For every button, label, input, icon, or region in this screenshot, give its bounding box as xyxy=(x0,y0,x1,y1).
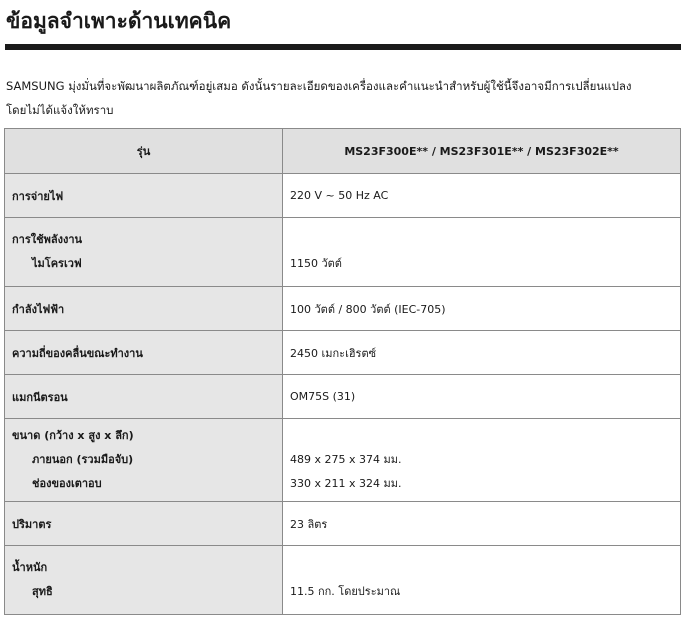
label-sub-net: สุทธิ xyxy=(32,585,53,598)
row-label-dimensions xyxy=(5,419,283,502)
row-label-power-consumption xyxy=(5,218,283,287)
label-sub-microwave: ไมโครเวฟ xyxy=(32,257,82,270)
row-label-magnetron: แมกนีตรอน xyxy=(5,375,283,419)
row-value-output-power: 100 วัตต์ / 800 วัตต์ (IEC-705) xyxy=(283,287,681,331)
table-row xyxy=(5,218,681,287)
table-row xyxy=(5,287,681,331)
row-value-frequency: 2450 เมกะเฮิรตซ์ xyxy=(283,331,681,375)
row-value-weight xyxy=(283,546,681,615)
row-value-magnetron: OM75S (31) xyxy=(283,375,681,419)
label-sub-outside: ภายนอก (รวมมือจับ) xyxy=(32,453,134,466)
table-row xyxy=(5,502,681,546)
spec-table xyxy=(4,128,681,615)
row-label-power-supply: การจ่ายไฟ xyxy=(5,174,283,218)
label-sub-cavity: ช่องของเตาอบ xyxy=(32,477,102,490)
row-label-frequency: ความถี่ของคลื่นขณะทำงาน xyxy=(5,331,283,375)
title-divider xyxy=(5,44,681,50)
row-value-power-consumption xyxy=(283,218,681,287)
label-main: น้ำหนัก xyxy=(12,561,48,574)
row-value-volume: 23 ลิตร xyxy=(283,502,681,546)
table-row xyxy=(5,546,681,615)
row-label-output-power: กำลังไฟฟ้า xyxy=(5,287,283,331)
intro-line-1: SAMSUNG มุ่งมั่นที่จะพัฒนาผลิตภัณฑ์อยู่เสมอ ดังนั้นรายละเอียดของเครื่องและคำแนะนำสำหรับผู้ใช้นี้จึงอาจมีการเปลี่ยนแปลง xyxy=(6,79,632,93)
value-microwave: 1150 วัตต์ xyxy=(290,257,342,270)
table-row xyxy=(5,331,681,375)
row-value-power-supply: 220 V ~ 50 Hz AC xyxy=(283,174,681,218)
page-title: ข้อมูลจำเพาะด้านเทคนิค xyxy=(6,9,232,33)
intro-line-2: โดยไม่ได้แจ้งให้ทราบ xyxy=(6,103,114,117)
row-value-dimensions xyxy=(283,419,681,502)
intro-paragraph xyxy=(6,74,676,122)
value-net: 11.5 กก. โดยประมาณ xyxy=(290,585,401,598)
table-row xyxy=(5,174,681,218)
table-header-row xyxy=(5,129,681,174)
value-spacer xyxy=(290,424,673,448)
value-outside: 489 x 275 x 374 มม. xyxy=(290,453,402,466)
value-spacer xyxy=(290,556,673,580)
label-main: ขนาด (กว้าง x สูง x ลึก) xyxy=(12,429,134,442)
row-label-weight xyxy=(5,546,283,615)
value-cavity: 330 x 211 x 324 มม. xyxy=(290,477,402,490)
header-model-numbers: MS23F300E** / MS23F301E** / MS23F302E** xyxy=(283,129,681,174)
row-label-volume: ปริมาตร xyxy=(5,502,283,546)
table-row xyxy=(5,419,681,502)
value-spacer xyxy=(290,228,673,252)
label-main: การใช้พลังงาน xyxy=(12,233,83,246)
table-row xyxy=(5,375,681,419)
header-model-label: รุ่น xyxy=(5,129,283,174)
